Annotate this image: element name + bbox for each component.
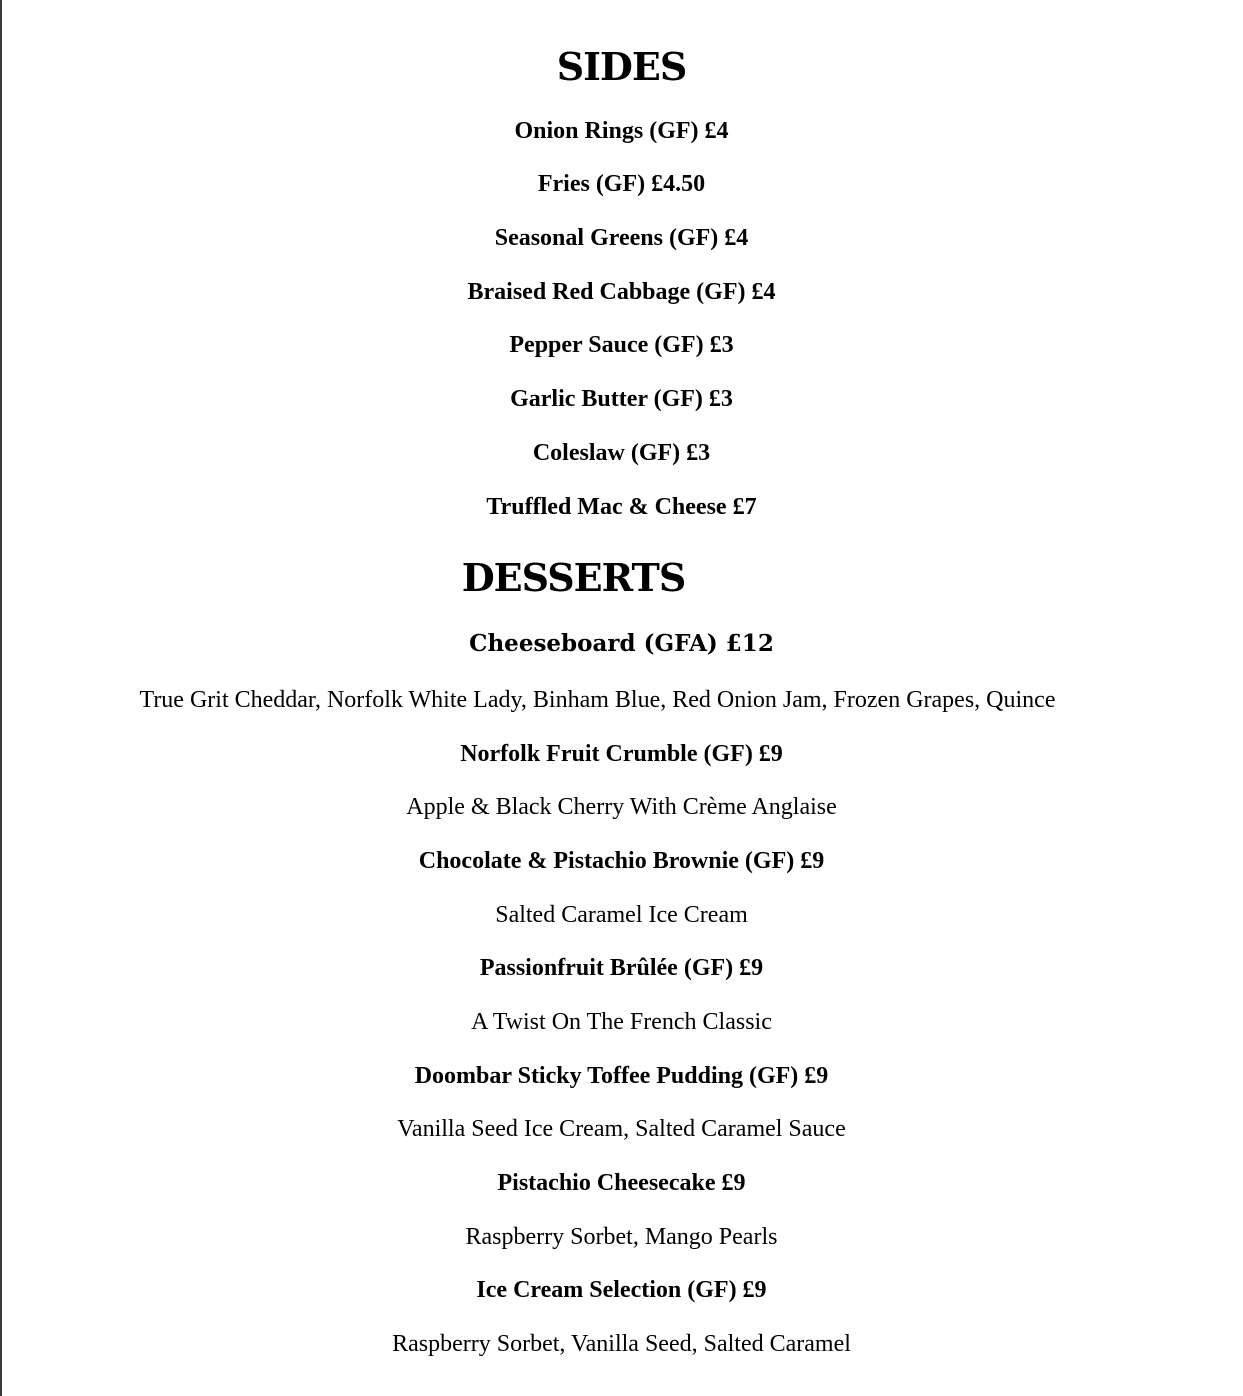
sides-item: Garlic Butter (GF) £3 [510,386,733,412]
dessert-description: Apple & Black Cherry With Crème Anglaise [406,794,837,820]
dessert-name: Pistachio Cheesecake £9 [497,1170,746,1196]
dessert-name: Passionfruit Brûlée (GF) £9 [479,955,764,981]
dessert-description: Vanilla Seed Ice Cream, Salted Caramel Sauce [397,1116,846,1142]
sides-item: Fries (GF) £4.50 [537,171,706,197]
sides-item: Coleslaw (GF) £3 [532,440,711,466]
sides-heading: SIDES [556,44,687,89]
sides-item: Onion Rings (GF) £4 [514,118,729,144]
sides-item: Braised Red Cabbage (GF) £4 [467,279,776,305]
dessert-description: True Grit Cheddar, Norfolk White Lady, Binham Blue, Red Onion Jam, Frozen Grapes, Quince [139,687,1056,713]
dessert-description: Raspberry Sorbet, Mango Pearls [465,1224,778,1250]
dessert-name: Ice Cream Selection (GF) £9 [476,1277,767,1303]
dessert-name: Chocolate & Pistachio Brownie (GF) £9 [418,848,825,874]
dessert-name: Cheeseboard (GFA) £12 [469,630,774,657]
dessert-description: Raspberry Sorbet, Vanilla Seed, Salted Caramel [392,1331,851,1357]
dessert-name: Norfolk Fruit Crumble (GF) £9 [460,741,783,767]
sides-item: Seasonal Greens (GF) £4 [494,225,749,251]
sides-item: Truffled Mac & Cheese £7 [486,494,757,520]
dessert-description: A Twist On The French Classic [471,1009,772,1035]
dessert-name: Doombar Sticky Toffee Pudding (GF) £9 [414,1063,829,1089]
sides-item: Pepper Sauce (GF) £3 [509,332,734,358]
dessert-description: Salted Caramel Ice Cream [495,902,748,928]
desserts-heading: DESSERTS [461,555,686,600]
